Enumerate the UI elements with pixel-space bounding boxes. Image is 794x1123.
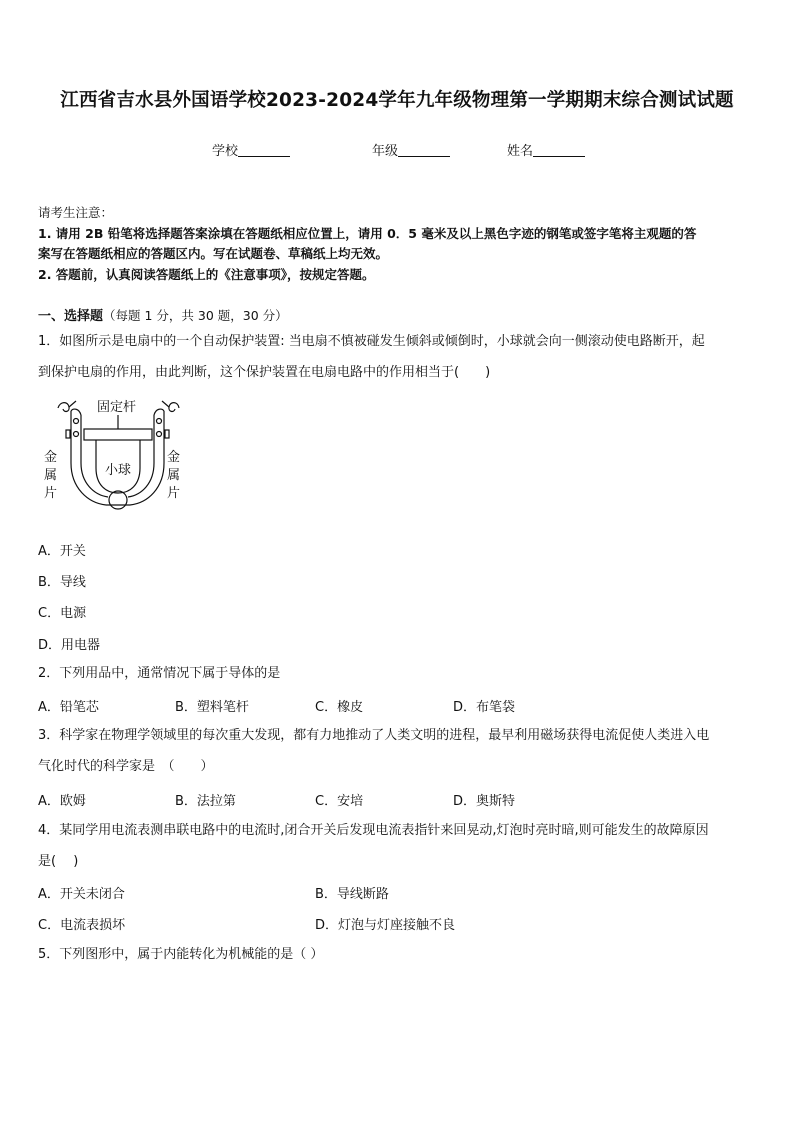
q1-option-d[interactable]: D．用电器 xyxy=(38,638,101,653)
question-1 xyxy=(38,326,762,388)
section-score-note: （每题 1 分，共 30 题，30 分） xyxy=(103,308,288,323)
name-field xyxy=(507,140,585,159)
q4-option-b[interactable]: B．导线断路 xyxy=(315,887,389,902)
label-right-strip-2: 属 xyxy=(167,467,181,482)
q2-option-c[interactable]: C．橡皮 xyxy=(315,700,364,715)
school-label: 学校 xyxy=(212,144,239,159)
q3-option-a[interactable]: A．欧姆 xyxy=(38,794,86,809)
q4-option-d[interactable]: D．灯泡与灯座接触不良 xyxy=(315,918,456,933)
question-4-line-1: 4．某同学用电流表测串联电路中的电流时,闭合开关后发现电流表指针来回晃动,灯泡时亮时暗,则可能发生的故障原因 xyxy=(38,823,709,838)
notice-item-1-line-1: 1. 请用 2B 铅笔将选择题答案涂填在答题纸相应位置上，请用 0．5 毫米及以上黑色字迹的钢笔或签字笔将主观题的答 xyxy=(38,225,697,241)
question-2-line-1: 2．下列用品中，通常情况下属于导体的是 xyxy=(38,666,281,681)
q2-option-d[interactable]: D．布笔袋 xyxy=(453,700,516,715)
question-5-line-1: 5．下列图形中，属于内能转化为机械能的是（ ） xyxy=(38,947,324,962)
section-heading xyxy=(38,305,288,324)
school-blank xyxy=(238,143,290,157)
q2-option-a[interactable]: A．铅笔芯 xyxy=(38,700,99,715)
q3-option-c[interactable]: C．安培 xyxy=(315,794,364,809)
label-fixed-rod: 固定杆 xyxy=(97,399,137,414)
protection-device-diagram xyxy=(38,393,198,525)
question-3-line-2: 气化时代的科学家是 （ ） xyxy=(38,759,214,774)
label-right-strip-3: 片 xyxy=(167,485,181,500)
question-2 xyxy=(38,658,762,689)
grade-blank xyxy=(398,143,450,157)
label-left-strip-1: 金 xyxy=(44,449,58,464)
q1-option-c[interactable]: C．电源 xyxy=(38,606,87,621)
notice-block xyxy=(38,203,762,285)
question-3 xyxy=(38,720,762,782)
label-ball: 小球 xyxy=(105,462,132,477)
question-5 xyxy=(38,939,762,970)
question-1-line-1: 1．如图所示是电扇中的一个自动保护装置: 当电扇不慎被碰发生倾斜或倾倒时，小球就会向一侧滚动使电路断开，起 xyxy=(38,334,705,349)
page-title: 江西省吉水县外国语学校2023-2024学年九年级物理第一学期期末综合测试试题 xyxy=(60,90,734,111)
q3-option-d[interactable]: D．奥斯特 xyxy=(453,794,516,809)
name-label: 姓名 xyxy=(507,144,534,159)
question-4 xyxy=(38,815,762,877)
label-left-strip-2: 属 xyxy=(44,467,58,482)
question-1-line-2: 到保护电扇的作用，由此判断，这个保护装置在电扇电路中的作用相当于( ) xyxy=(38,365,491,380)
label-left-strip-3: 片 xyxy=(44,485,58,500)
q3-option-b[interactable]: B．法拉第 xyxy=(175,794,236,809)
question-4-line-2: 是( ) xyxy=(38,854,79,869)
grade-label: 年级 xyxy=(372,144,399,159)
q4-option-a[interactable]: A．开关未闭合 xyxy=(38,887,125,902)
label-right-strip-1: 金 xyxy=(167,449,181,464)
notice-item-1-line-2: 案写在答题纸相应的答题区内。写在试题卷、草稿纸上均无效。 xyxy=(38,246,389,261)
section-title: 一、选择题 xyxy=(38,309,104,324)
school-field xyxy=(212,140,290,159)
notice-head: 请考生注意： xyxy=(38,205,114,220)
notice-item-2: 2. 答题前，认真阅读答题纸上的《注意事项》，按规定答题。 xyxy=(38,266,375,282)
name-blank xyxy=(533,143,585,157)
q1-option-b[interactable]: B．导线 xyxy=(38,575,86,590)
protection-device-figure xyxy=(38,393,198,525)
grade-field xyxy=(372,140,450,159)
q1-option-a[interactable]: A．开关 xyxy=(38,544,86,559)
q2-option-b[interactable]: B．塑料笔杆 xyxy=(175,700,249,715)
q4-option-c[interactable]: C．电流表损坏 xyxy=(38,918,126,933)
question-3-line-1: 3．科学家在物理学领域里的每次重大发现，都有力地推动了人类文明的进程，最早利用磁场获得电流促使人类进入电 xyxy=(38,728,710,743)
